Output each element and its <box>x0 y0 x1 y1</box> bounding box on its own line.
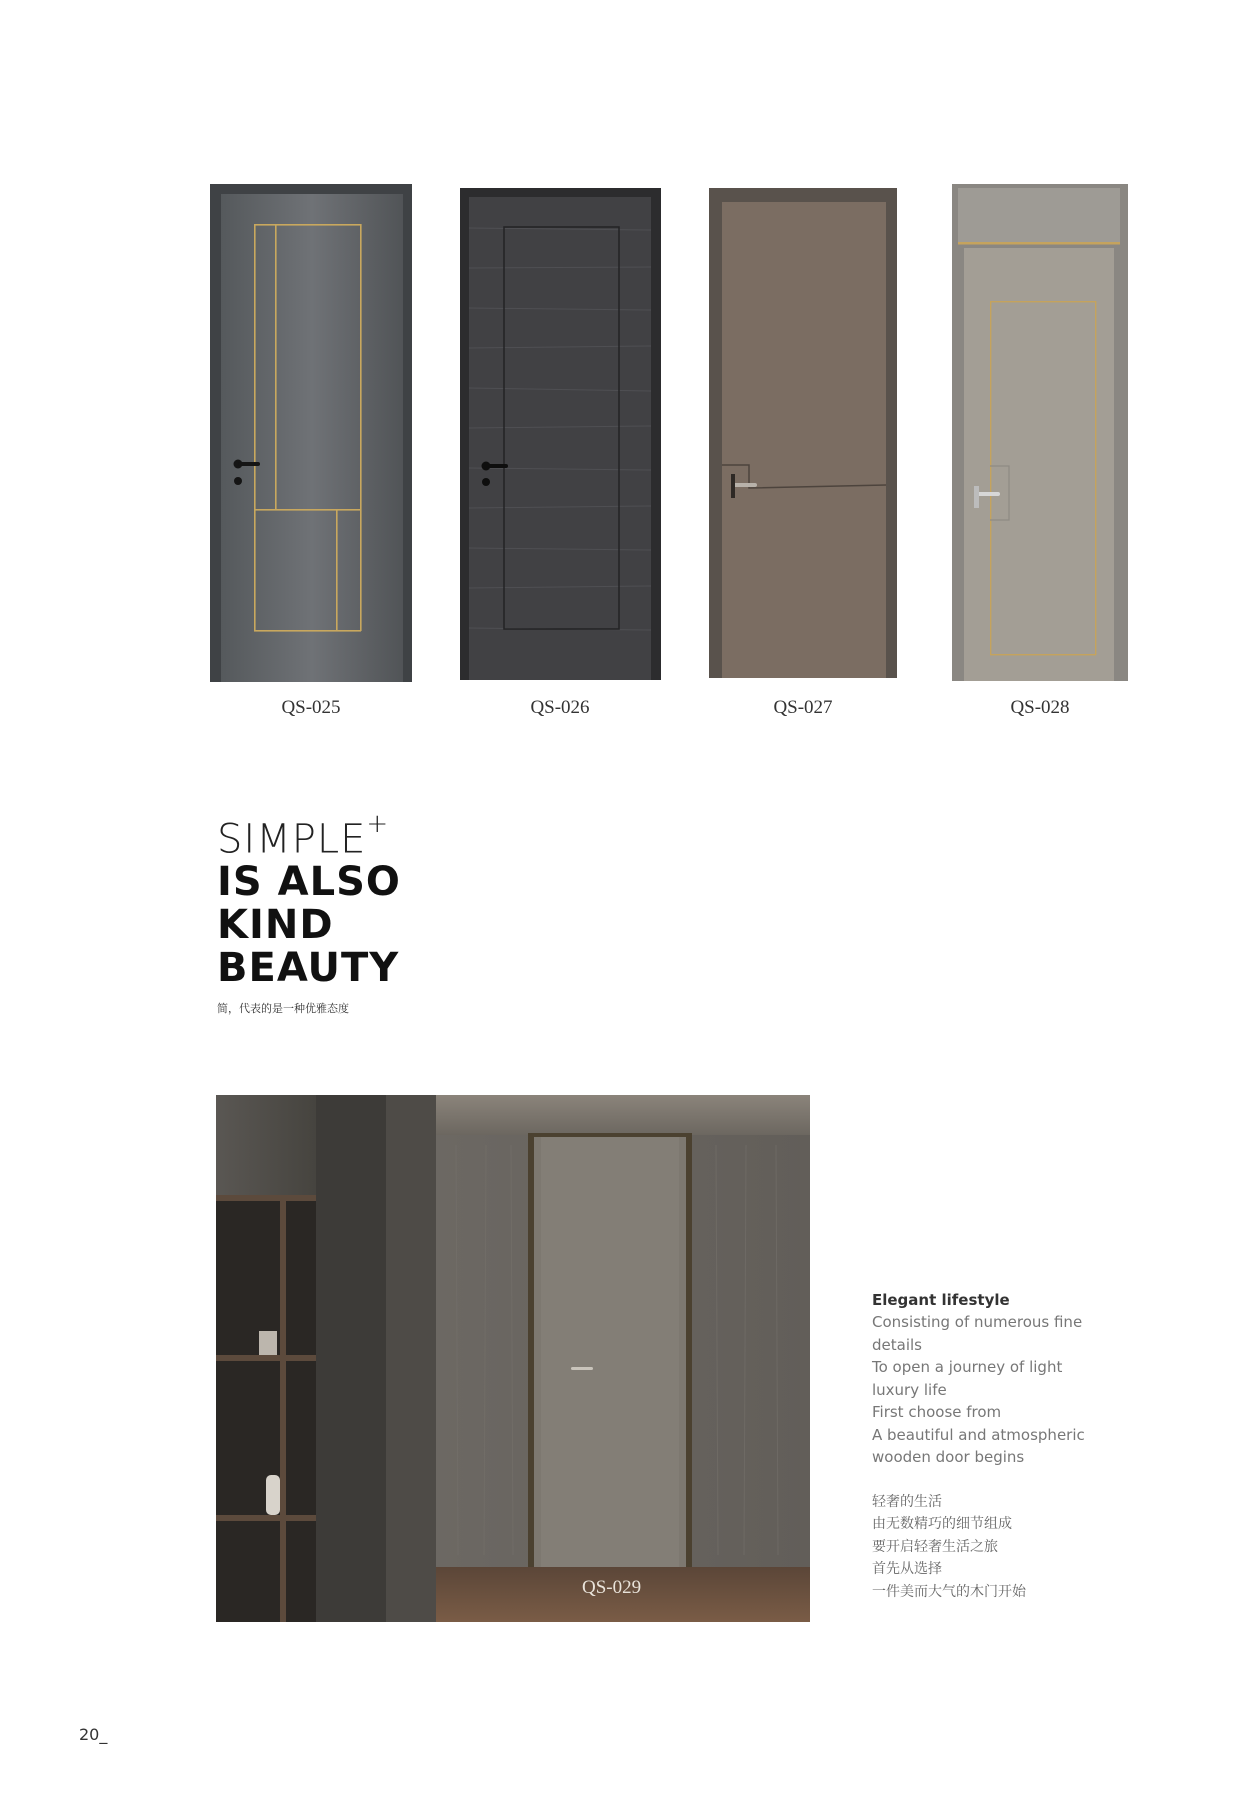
description-title: Elegant lifestyle <box>872 1291 1010 1309</box>
description-cn-block <box>872 1491 1132 1604</box>
description-cn-line: 轻奢的生活 <box>872 1493 942 1510</box>
door-image-qs-026 <box>460 188 661 680</box>
room-code-qs-029: QS-029 <box>582 1577 642 1598</box>
door-code-qs-025: QS-025 <box>281 697 341 718</box>
door-code-qs-028: QS-028 <box>1010 697 1070 718</box>
headline-simple-text: SIMPLE <box>217 816 367 863</box>
description-line: details <box>872 1335 922 1354</box>
description-line: First choose from <box>872 1403 1002 1421</box>
door-code-qs-027: QS-027 <box>773 697 833 718</box>
description-line: wooden door begins <box>872 1448 1025 1466</box>
door-image-qs-028 <box>952 184 1128 681</box>
description-line: luxury life <box>872 1380 947 1399</box>
description-cn-line: 由无数精巧的细节组成 <box>872 1516 1012 1532</box>
description-cn-line: 一件美而大气的木门开始 <box>872 1583 1026 1600</box>
door-image-qs-025 <box>210 184 412 682</box>
description-cn-line: 首先从选择 <box>872 1561 942 1577</box>
headline-line-4: BEAUTY <box>217 945 400 992</box>
description-line: To open a journey of light <box>872 1358 1063 1376</box>
headline-plus: + <box>366 809 390 839</box>
description-line: Consisting of numerous fine <box>872 1313 1083 1331</box>
door-image-qs-027 <box>709 188 897 678</box>
page-number: 20_ <box>79 1725 108 1744</box>
description-line: A beautiful and atmospheric <box>872 1425 1085 1444</box>
headline-line-3: KIND <box>217 902 334 949</box>
description-block <box>872 1289 1132 1603</box>
headline-subtitle-cn: 简，代表的是一种优雅态度 <box>217 1002 349 1016</box>
door-code-qs-026: QS-026 <box>530 697 590 718</box>
description-cn-line: 要开启轻奢生活之旅 <box>872 1538 998 1555</box>
headline-simple <box>217 808 401 861</box>
headline-line-2: IS ALSO <box>217 859 401 906</box>
headline-block <box>217 808 401 1016</box>
room-image-qs-029 <box>216 1095 810 1622</box>
